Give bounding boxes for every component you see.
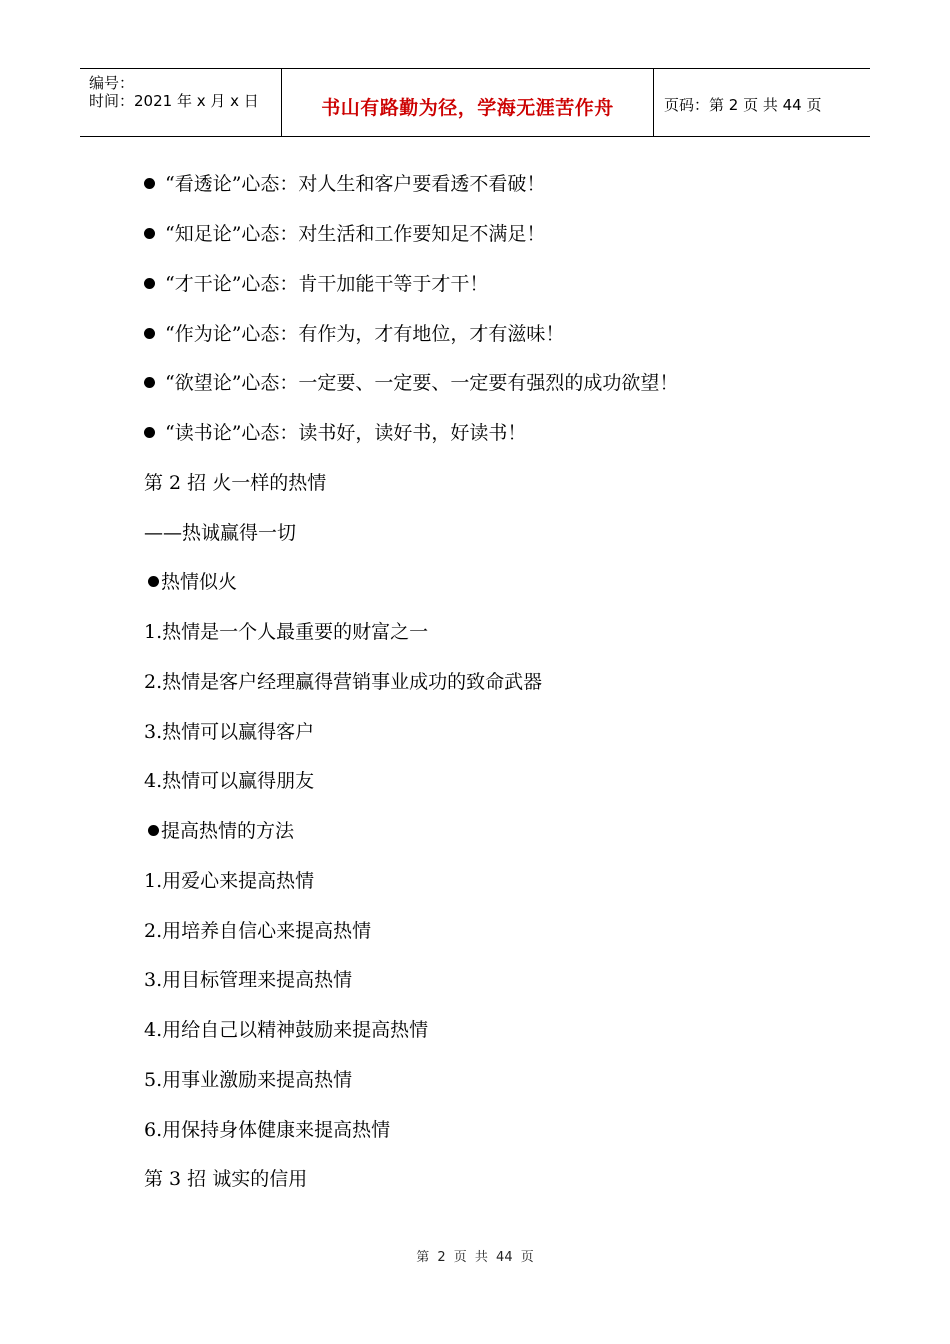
header-meta-cell [80, 69, 280, 136]
bullet-icon [144, 278, 155, 289]
bullet-text: “知足论”心态：对生活和工作要知足不满足！ [165, 223, 546, 245]
document-date-label: 时间：2021 年 x 月 x 日 [89, 92, 259, 110]
bullet-icon [144, 427, 155, 438]
bullet-text: “才干论”心态：肯干加能干等于才干！ [165, 273, 489, 295]
list-item [144, 371, 678, 395]
list-item: 5.用事业激励来提高热情 [144, 1069, 353, 1091]
bullet-text: “读书论”心态：读书好，读好书，好读书！ [165, 422, 527, 444]
page-header [80, 68, 870, 137]
bullet-text: “作为论”心态：有作为，才有地位，才有滋味！ [165, 323, 565, 345]
bullet-icon [148, 825, 159, 836]
list-item [144, 222, 545, 246]
group-heading-text: 热情似火 [161, 571, 238, 593]
group-heading-text: 提高热情的方法 [161, 820, 295, 842]
bullet-icon [144, 178, 155, 189]
bullet-icon [144, 228, 155, 239]
list-item: 1.热情是一个人最重要的财富之一 [144, 621, 429, 643]
list-item: 4.热情可以赢得朋友 [144, 770, 315, 792]
list-item: 3.用目标管理来提高热情 [144, 969, 353, 991]
list-item: 1.用爱心来提高热情 [144, 870, 315, 892]
list-item [144, 421, 526, 445]
list-item [144, 272, 488, 296]
bullet-icon [148, 576, 159, 587]
section-2-title: 第 2 招 火一样的热情 [144, 472, 327, 494]
list-item: 2.热情是客户经理赢得营销事业成功的致命武器 [144, 671, 543, 693]
document-number-label: 编号： [89, 74, 135, 92]
list-item: 2.用培养自信心来提高热情 [144, 920, 372, 942]
bullet-text: “欲望论”心态：一定要、一定要、一定要有强烈的成功欲望！ [165, 372, 679, 394]
list-item: 6.用保持身体健康来提高热情 [144, 1119, 391, 1141]
header-motto-cell [281, 69, 654, 136]
section-3-title: 第 3 招 诚实的信用 [144, 1168, 308, 1190]
section-2-subtitle: ——热诚赢得一切 [144, 522, 297, 544]
list-item [144, 322, 564, 346]
header-page-info: 页码：第 2 页 共 44 页 [664, 96, 822, 114]
group-heading [148, 570, 237, 594]
list-item: 4.用给自己以精神鼓励来提高热情 [144, 1019, 429, 1041]
group-heading [148, 819, 294, 843]
header-motto: 书山有路勤为径，学海无涯苦作舟 [321, 97, 614, 119]
header-page-cell [654, 69, 870, 136]
list-item: 3.热情可以赢得客户 [144, 721, 315, 743]
bullet-text: “看透论”心态：对人生和客户要看透不看破！ [165, 173, 546, 195]
bullet-icon [144, 328, 155, 339]
list-item [144, 172, 545, 196]
bullet-icon [144, 377, 155, 388]
page-footer: 第 2 页 共 44 页 [416, 1250, 534, 1265]
